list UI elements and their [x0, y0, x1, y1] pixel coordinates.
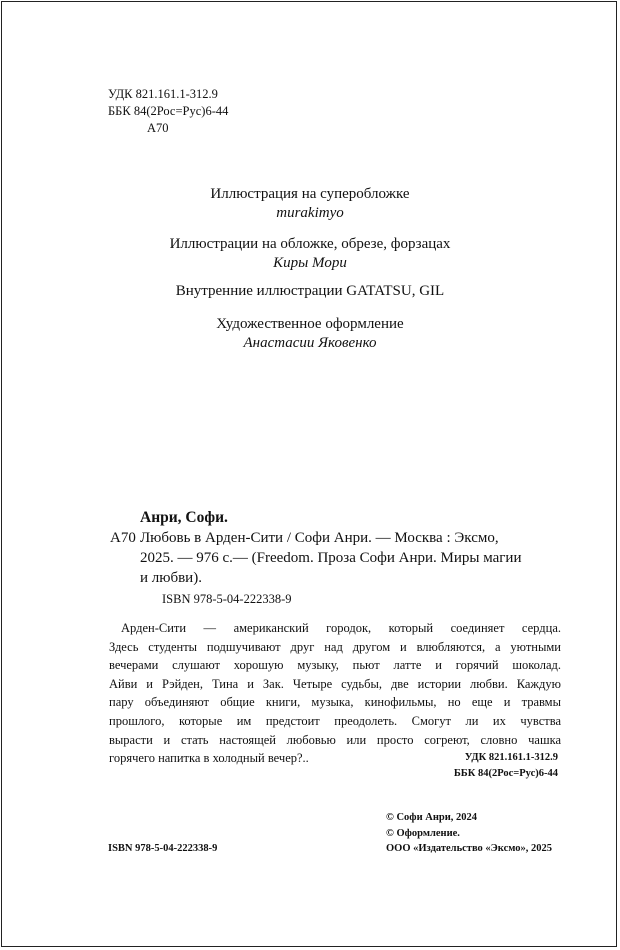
credit-role: Иллюстрация на суперобложке	[210, 186, 410, 202]
catalog-description	[140, 528, 560, 588]
annotation-line: пару объединяют общие книги, музыка, кинофильмы, но еще и травмы	[109, 695, 561, 710]
catalog-line: 2025. — 976 с.— (Freedom. Проза Софи Анри. Миры магии	[140, 550, 522, 566]
annotation-line: вырасти и стать настоящей любовью или просто согреют, словно чашка	[109, 732, 561, 747]
annotation-line: Здесь студенты подшучивают друг над другом и влюбляются, а уютными	[109, 639, 561, 654]
catalog-isbn: ISBN 978-5-04-222338-9	[162, 592, 292, 606]
catalog-author: Анри, Софи.	[140, 509, 228, 526]
publisher-copyright: ООО «Издательство «Эксмо», 2025	[386, 843, 553, 854]
credit-role: Внутренние иллюстрации GATATSU, GIL	[175, 283, 445, 299]
annotation-line: Айви и Рэйден, Тина и Зак. Четыре судьбы, две истории любви. Каждую	[109, 676, 561, 691]
bbk-code: ББК 84(2Рос=Рус)6-44	[108, 104, 229, 118]
copyright-design: © Оформление.	[386, 828, 460, 839]
catalog-bbk: ББК 84(2Рос=Рус)6-44	[453, 768, 558, 779]
annotation-line: Арден-Сити — американский городок, который соединяет сердца.	[121, 621, 561, 635]
catalog-code: А70	[110, 530, 136, 546]
imprint-page	[1, 1, 617, 947]
credit-role: Художественное оформление	[216, 316, 404, 332]
copyright-author: © Софи Анри, 2024	[386, 812, 478, 823]
credit-name: murakimyo	[276, 205, 344, 221]
credit-name: Анастасии Яковенко	[243, 335, 377, 351]
catalog-line: и любви).	[140, 570, 202, 586]
udk-code: УДК 821.161.1-312.9	[108, 87, 218, 101]
credit-role: Иллюстрации на обложке, обрезе, форзацах	[169, 236, 451, 252]
catalog-udk: УДК 821.161.1-312.9	[464, 752, 558, 763]
author-mark: А70	[147, 121, 169, 135]
credit-inner	[2, 282, 618, 301]
annotation-line: прошлого, которые им предстоит преодолеть. Смогут ли их чувства	[109, 713, 561, 728]
footer-isbn: ISBN 978-5-04-222338-9	[108, 843, 218, 854]
credit-design	[2, 315, 618, 353]
book-annotation	[109, 619, 561, 768]
annotation-line: горячего напитка в холодный вечер?..	[109, 751, 309, 766]
credit-name: Киры Мори	[273, 255, 347, 271]
annotation-line: вечерами слушают хорошую музыку, пьют латте и горячий шоколад.	[109, 658, 561, 673]
credit-dust-jacket	[2, 185, 618, 223]
credit-cover	[2, 235, 618, 273]
catalog-line: Любовь в Арден-Сити / Софи Анри. — Москва : Эксмо,	[140, 530, 499, 546]
